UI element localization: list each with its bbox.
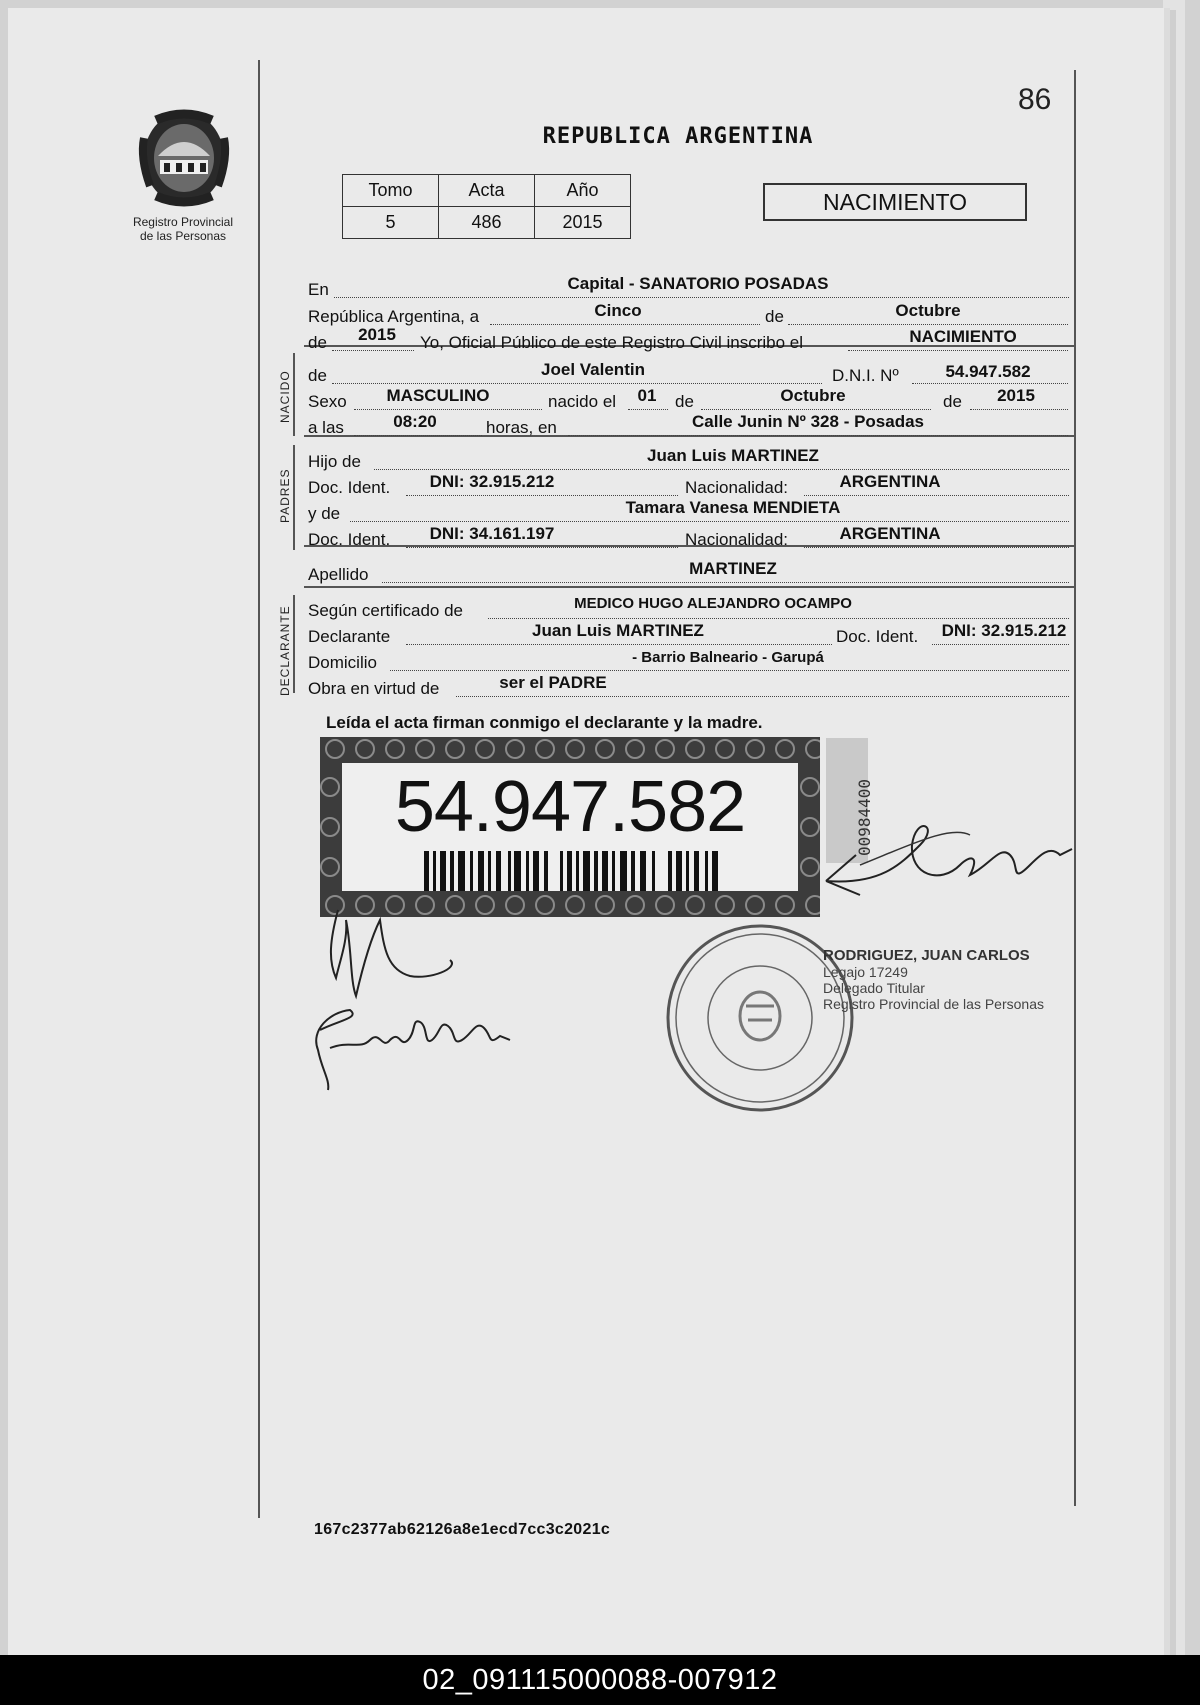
dotted-line	[332, 350, 414, 351]
father-doc-value: DNI: 32.915.212	[429, 472, 555, 491]
dni-label: D.N.I. Nº	[832, 366, 899, 385]
birth-day-value: 01	[637, 386, 657, 405]
logo-caption: Registro Provincial de las Personas	[132, 215, 234, 243]
de-label: de	[765, 307, 784, 326]
year-value: 2015	[358, 325, 396, 344]
dotted-line	[354, 435, 482, 436]
mother-doc-value: DNI: 34.161.197	[429, 524, 555, 543]
dotted-line	[390, 670, 1069, 671]
page-edge	[1163, 0, 1185, 1655]
hijo-de-label: Hijo de	[308, 452, 361, 471]
en-label: En	[308, 280, 329, 299]
padres-section-label: PADRES	[278, 468, 292, 523]
declarante-signature	[300, 900, 540, 1100]
official-signature-block	[823, 948, 1044, 1012]
sexo-label: Sexo	[308, 392, 347, 411]
dotted-line	[382, 582, 1069, 583]
registry-value-tomo: 5	[343, 207, 439, 239]
domicilio-label: Domicilio	[308, 653, 377, 672]
nacido-section-label: NACIDO	[278, 370, 292, 423]
domicilio-value: - Barrio Balneario - Garupá	[632, 649, 824, 666]
dotted-line	[628, 409, 668, 410]
registry-value-row	[343, 207, 631, 239]
declarante-value: Juan Luis MARTINEZ	[532, 621, 704, 640]
father-nationality-label: Nacionalidad:	[685, 478, 789, 497]
act-type-box: NACIMIENTO	[763, 183, 1027, 221]
sticker-serial-number: 00984400	[855, 778, 874, 856]
cert-value: MEDICO HUGO ALEJANDRO OCAMPO	[574, 595, 852, 612]
republica-label: República Argentina, a	[308, 307, 480, 326]
dotted-line	[456, 696, 1069, 697]
declarante-bracket	[293, 595, 295, 693]
father-doc-label: Doc. Ident.	[308, 478, 391, 497]
father-name-value: Juan Luis MARTINEZ	[647, 446, 819, 465]
sticker-dni-number: 54.947.582	[394, 767, 746, 847]
mother-nationality-value: ARGENTINA	[839, 524, 941, 543]
registry-header-anio: Año	[535, 175, 631, 207]
document-hash: 167c2377ab62126a8e1ecd7cc3c2021c	[314, 1521, 611, 1538]
y-de-label: y de	[308, 504, 341, 523]
de-label: de	[675, 392, 694, 411]
dotted-line	[804, 547, 1069, 548]
divider-4	[304, 586, 1074, 588]
dotted-line	[406, 495, 678, 496]
mother-doc-label: Doc. Ident.	[308, 530, 391, 549]
day-words-value: Cinco	[594, 301, 642, 320]
birth-place-value: Calle Junin Nº 328 - Posadas	[691, 412, 924, 431]
registry-value-acta: 486	[439, 207, 535, 239]
dotted-line	[701, 409, 931, 410]
dotted-line	[912, 383, 1068, 384]
nacido-bracket	[293, 353, 295, 436]
declarante-label: Declarante	[308, 627, 391, 646]
mother-name-value: Tamara Vanesa MENDIETA	[625, 498, 841, 517]
birth-time-value: 08:20	[393, 412, 437, 431]
official-role: Delegado Titular	[823, 980, 925, 996]
child-name-value: Joel Valentin	[541, 360, 645, 379]
dotted-line	[374, 469, 1069, 470]
right-margin-line	[1074, 70, 1076, 1506]
cert-label: Según certificado de	[308, 601, 463, 620]
registry-table	[342, 174, 631, 239]
apellido-label: Apellido	[308, 565, 369, 584]
a-las-label: a las	[308, 418, 344, 437]
registry-header-acta: Acta	[439, 175, 535, 207]
closing-statement: Leída el acta firman conmigo el declarante y la madre.	[326, 713, 763, 732]
nacido-de-label: de	[308, 366, 327, 385]
registered-type-value: NACIMIENTO	[909, 327, 1017, 346]
obra-label: Obra en virtud de	[308, 679, 440, 698]
dotted-line	[354, 409, 542, 410]
mother-nationality-label: Nacionalidad:	[685, 530, 789, 549]
dotted-line	[350, 521, 1069, 522]
obra-value: ser el PADRE	[499, 673, 607, 692]
dotted-line	[334, 297, 1069, 298]
de-label: de	[943, 392, 962, 411]
dotted-line	[490, 324, 760, 325]
father-nationality-value: ARGENTINA	[839, 472, 941, 491]
nacido-el-label: nacido el	[548, 392, 617, 411]
dotted-line	[488, 618, 1069, 619]
birth-year-value: 2015	[997, 386, 1035, 405]
dotted-line	[568, 435, 1068, 436]
dotted-line	[848, 350, 1068, 351]
barcode-icon	[422, 851, 722, 891]
horas-en-label: horas, en	[486, 418, 557, 437]
dotted-line	[932, 644, 1069, 645]
place-value: Capital - SANATORIO POSADAS	[567, 274, 829, 293]
dni-sticker	[320, 737, 820, 917]
province-seal-icon	[134, 108, 234, 208]
month-value: Octubre	[895, 301, 961, 320]
registry-value-anio: 2015	[535, 207, 631, 239]
left-margin-line	[258, 60, 260, 1518]
dotted-line	[332, 383, 822, 384]
official-name: RODRIGUEZ, JUAN CARLOS	[823, 947, 1030, 964]
child-dni-value: 54.947.582	[945, 362, 1031, 381]
dotted-line	[970, 409, 1068, 410]
official-legajo: Legajo 17249	[823, 964, 908, 980]
declarante-section-label: DECLARANTE	[278, 605, 292, 696]
sticker-label	[342, 763, 798, 891]
de2-label: de	[308, 333, 327, 352]
dotted-line	[788, 324, 1068, 325]
dotted-line	[406, 644, 832, 645]
official-signature	[820, 815, 1080, 935]
scan-id: 02_091115000088-007912	[422, 1663, 778, 1696]
registry-header-tomo: Tomo	[343, 175, 439, 207]
sexo-value: MASCULINO	[386, 386, 490, 405]
dotted-line	[804, 495, 1069, 496]
registry-header-row	[343, 175, 631, 207]
apellido-value: MARTINEZ	[689, 559, 777, 578]
scan-id-bar	[0, 1655, 1200, 1705]
declarante-doc-value: DNI: 32.915.212	[941, 621, 1067, 640]
padres-bracket	[293, 445, 295, 550]
page-number: 86	[1018, 83, 1052, 116]
official-office: Registro Provincial de las Personas	[823, 996, 1044, 1012]
dotted-line	[406, 547, 678, 548]
declarante-doc-label: Doc. Ident.	[836, 627, 919, 646]
oficial-text: Yo, Oficial Público de este Registro Civil inscribo el	[420, 333, 803, 352]
birth-month-value: Octubre	[780, 386, 846, 405]
document-title: REPUBLICA ARGENTINA	[542, 124, 814, 149]
